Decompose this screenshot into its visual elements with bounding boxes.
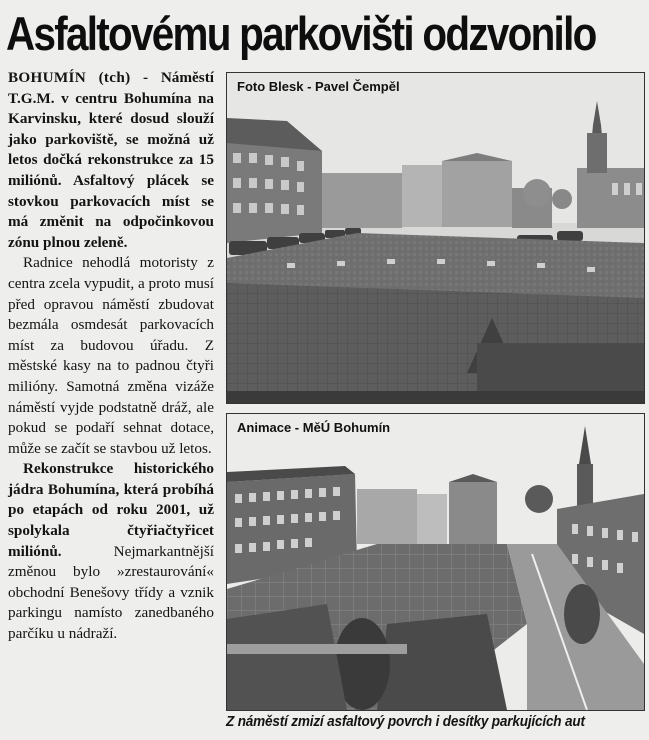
- paragraph-3-rest: Nejmarkantnější změnou bylo »zrestaurování« obchodní Benešovy třídy a vznik parkingu namísto zanedbaného parčíku u nádraží.: [8, 542, 214, 643]
- lead-paragraph: [8, 68, 214, 253]
- photo-animation-render: [226, 413, 645, 711]
- paragraph-3: [8, 459, 214, 644]
- headline: Asfaltovému parkovišti odzvonilo: [6, 7, 596, 60]
- lead-text: Náměstí T.G.M. v centru Bohumína na Karvinsku, které dosud slouží jako parkoviště, se možná už letos dočká rekonstrukce za 15 miliónů. Asfaltový plácek se stovkou parkovacích míst se má změnit na odpočinkovou zónu plnou zeleně.: [8, 69, 214, 251]
- photo-credit: Foto Blesk - Pavel Čempěl: [237, 79, 400, 94]
- paragraph-3-bold: Rekonstrukce historického jádra Bohumína, která probíhá po etapách od roku 2001, už spolykala čtyřiačtyřicet miliónů.: [8, 460, 214, 560]
- paragraph-2: Radnice nehodlá motoristy z centra zcela vypudit, a proto musí před opravou náměstí zbudovat bezmála osmdesát parkovacích míst za budovou úřadu. Z městské kasy na to padnou čtyři milióny. Samotná změna vizáže náměstí vyjde podstatně dráž, ale pokud se podaří sehnat dotace, může se začít se stavbou už letos.: [8, 254, 214, 457]
- photo-caption: Z náměstí zmizí asfaltový povrch i desítky parkujících aut: [226, 714, 585, 730]
- animation-credit: Animace - MěÚ Bohumín: [237, 420, 391, 435]
- photo-animation-render-image: [227, 414, 644, 710]
- dateline: BOHUMÍN (tch) -: [8, 69, 161, 86]
- photo-square-parking: [226, 72, 645, 404]
- photo-square-parking-image: [227, 73, 644, 403]
- article-body: [8, 68, 214, 645]
